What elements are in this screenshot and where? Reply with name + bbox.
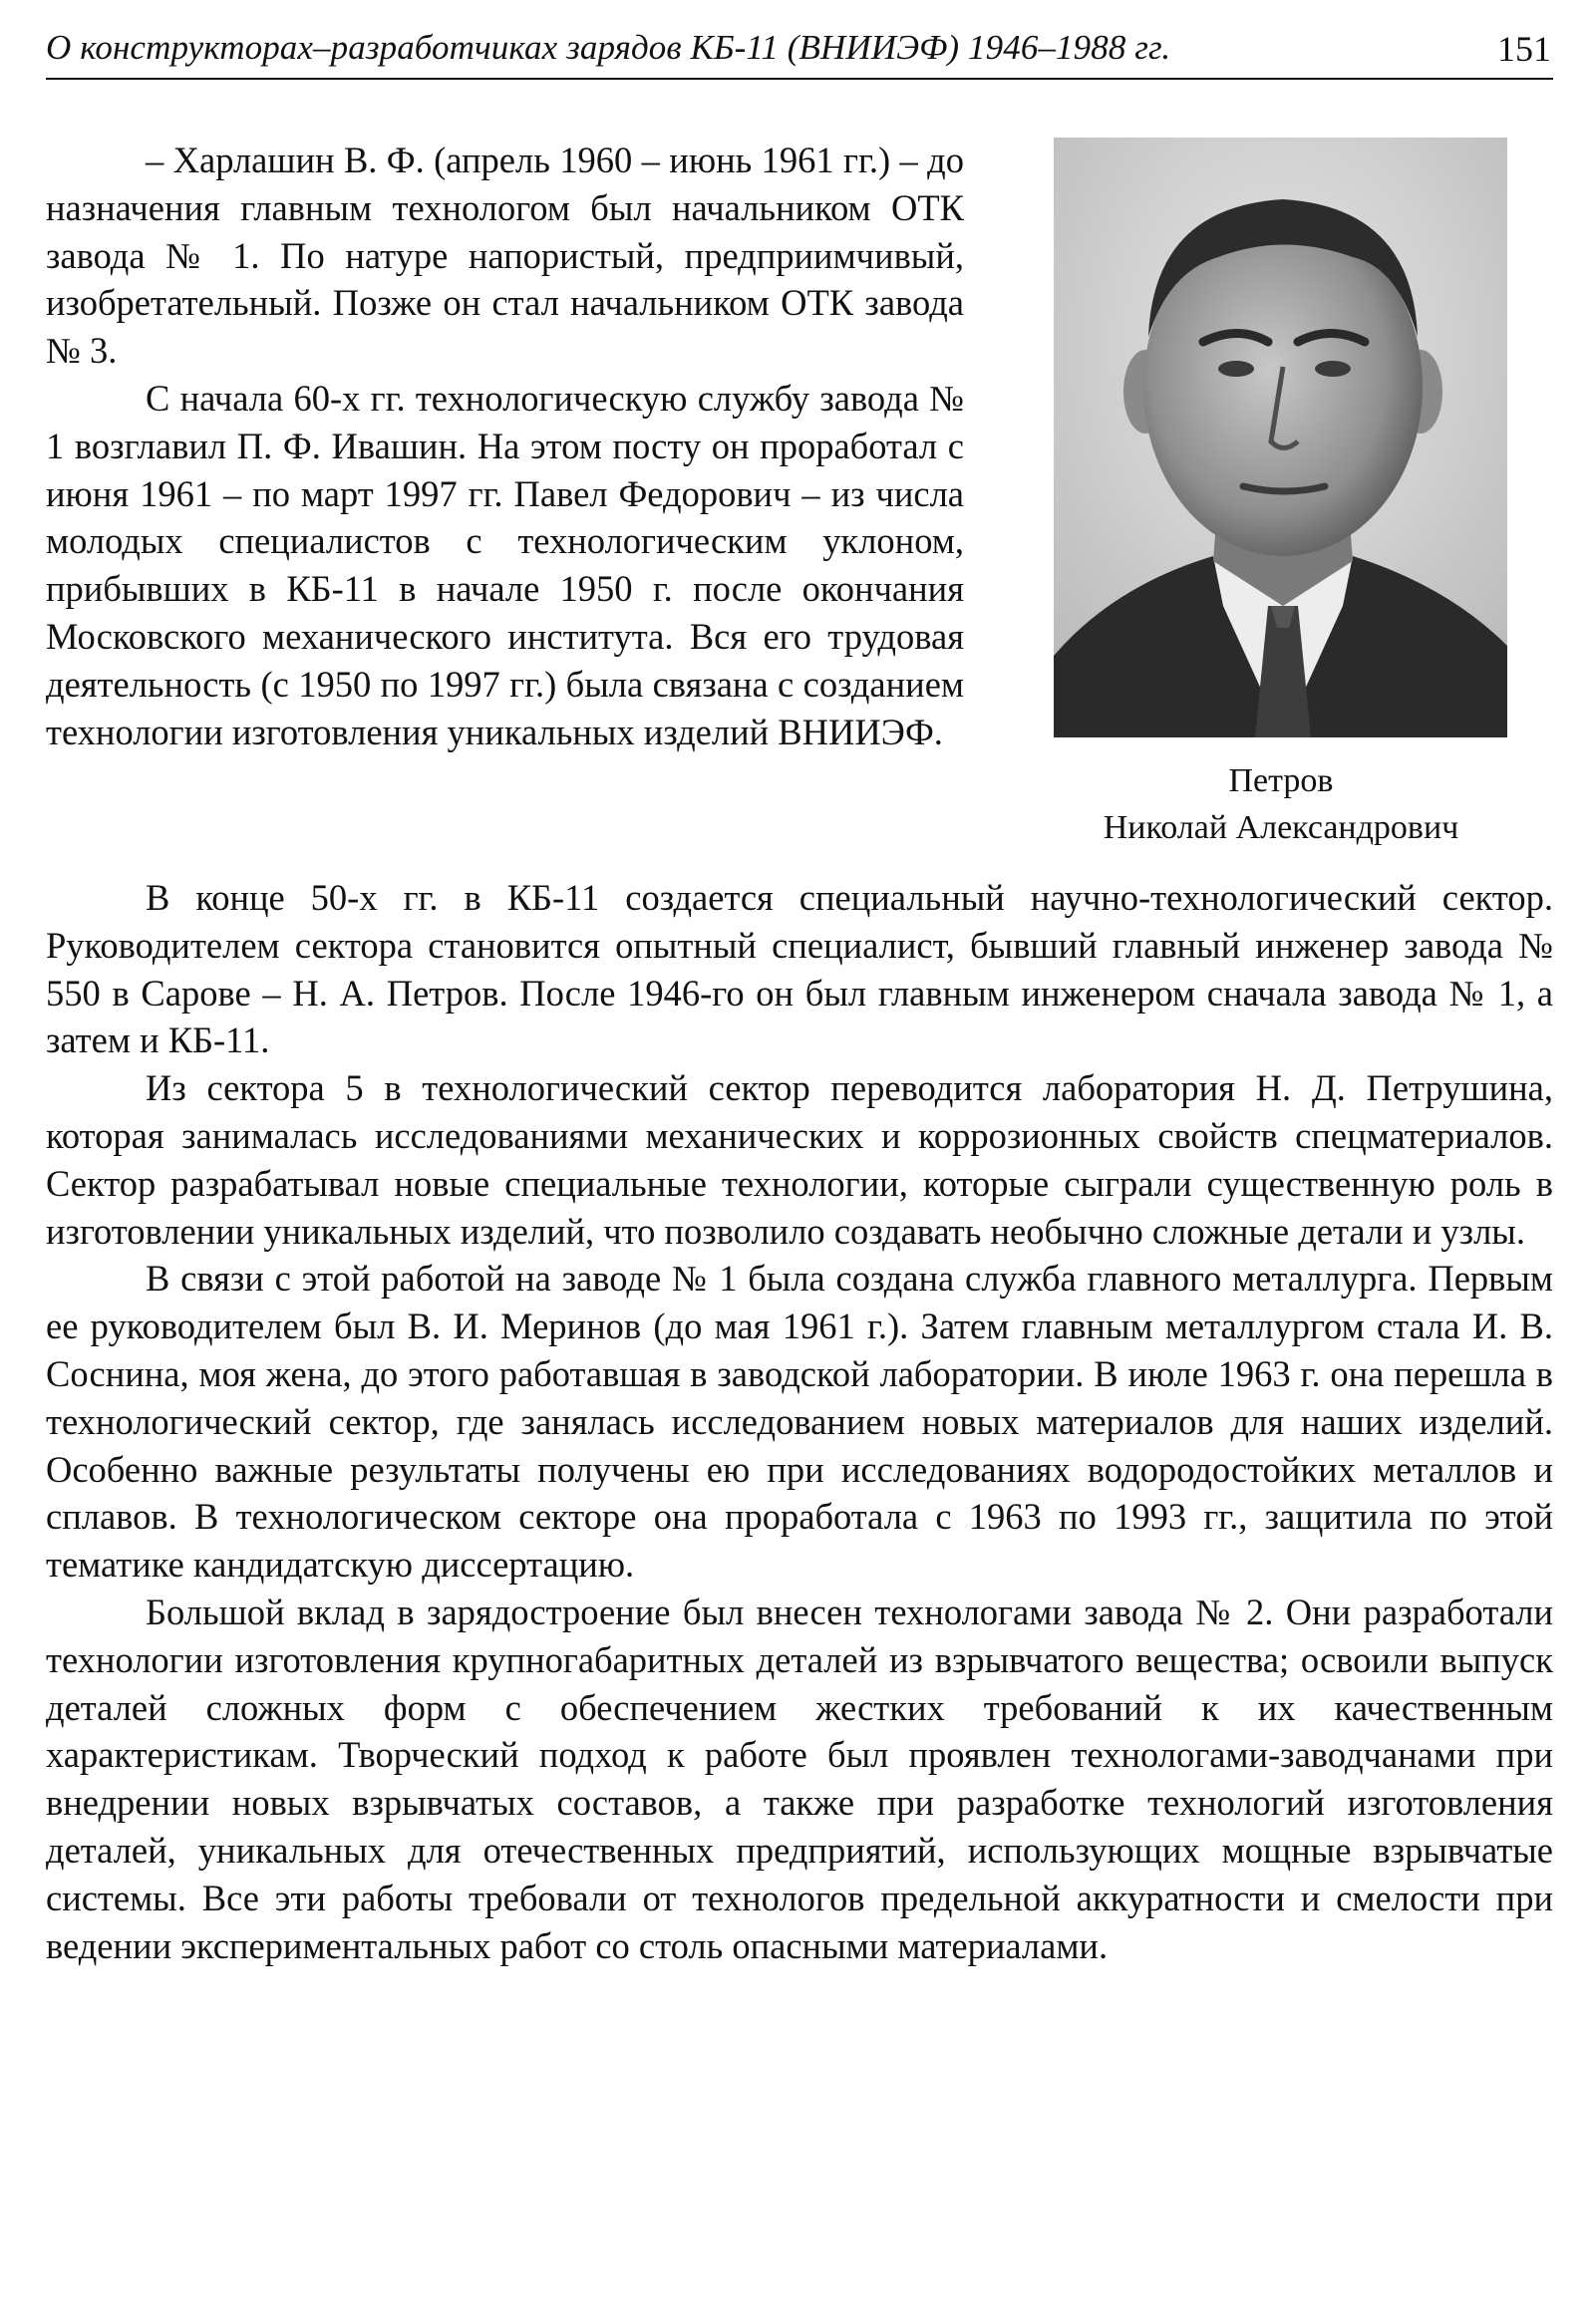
page-number: 151 xyxy=(1497,29,1551,69)
text-beside-photo xyxy=(46,137,964,755)
main-text xyxy=(46,874,1553,1969)
running-title: О конструкторах–разработчиках зарядов КБ-11 (ВНИИЭФ) 1946–1988 гг. xyxy=(46,28,1171,67)
portrait-photo xyxy=(1054,138,1507,737)
paragraph: В конце 50-х гг. в КБ-11 создается специальный научно-технологический сектор. Руководителем сектора становится опытный специалист, бывший главный инженер завода № 550 в Сарове – Н. А. Петров. После 1946-го он был главным инженером сначала завода № 1, а затем и КБ-11. xyxy=(46,877,1553,1061)
portrait-illustration xyxy=(1054,138,1507,737)
paragraph: В связи с этой работой на заводе № 1 была создана служба главного металлурга. Первым ее руководителем был В. И. Меринов (до мая 1961 г.). Затем главным металлургом стала И. В. Соснина, моя жена, до этого работавшая в заводской лаборатории. В июле 1963 г. она перешла в технологический сектор, где занялась исследованием новых материалов для наших изделий. Особенно важные результаты получены ею при исследованиях водородостойких металлов и сплавов. В технологическом секторе она проработала с 1963 по 1993 гг., защитила по этой тематике кандидатскую диссертацию. xyxy=(46,1258,1553,1586)
paragraph: С начала 60-х гг. технологическую службу завода № 1 возглавил П. Ф. Ивашин. На этом посту он проработал с июня 1961 – по март 1997 гг. Павел Федорович – из числа молодых специалистов с технологическим уклоном, прибывших в КБ-11 в начале 1950 г. после окончания Московского механического института. Вся его трудовая деятельность (с 1950 по 1997 гг.) была связана с созданием технологии изготовления уникальных изделий ВНИИЭФ. xyxy=(46,377,964,752)
caption-full-name: Николай Александрович xyxy=(1103,809,1459,846)
paragraph: – Харлашин В. Ф. (апрель 1960 – июнь 1961 гг.) – до назначения главным технологом был начальником ОТК завода № 1. По натуре напористый, предприимчивый, изобретательный. Позже он стал начальником ОТК завода № 3. xyxy=(46,140,964,372)
caption-surname: Петров xyxy=(1228,762,1334,799)
running-header xyxy=(46,22,1553,80)
photo-caption xyxy=(1037,757,1525,851)
paragraph: Из сектора 5 в технологический сектор переводится лаборатория Н. Д. Петрушина, которая занималась исследованиями механических и коррозионных свойств спецматериалов. Сектор разрабатывал новые специальные технологии, которые сыграли существенную роль в изготовлении уникальных изделий, что позволило создавать необычно сложные детали и узлы. xyxy=(46,1067,1553,1252)
paragraph: Большой вклад в зарядостроение был внесен технологами завода № 2. Они разработали технологии изготовления крупногабаритных деталей из взрывчатого вещества; освоили выпуск деталей сложных форм с обеспечением жестких требований к их качественным характеристикам. Творческий подход к работе был проявлен технологами-заводчанами при внедрении новых взрывчатых составов, а также при разработке технологий изготовления деталей, уникальных для отечественных предприятий, использующих мощные взрывчатые системы. Все эти работы требовали от технологов предельной аккуратности и смелости при ведении экспериментальных работ со столь опасными материалами. xyxy=(46,1591,1553,1966)
